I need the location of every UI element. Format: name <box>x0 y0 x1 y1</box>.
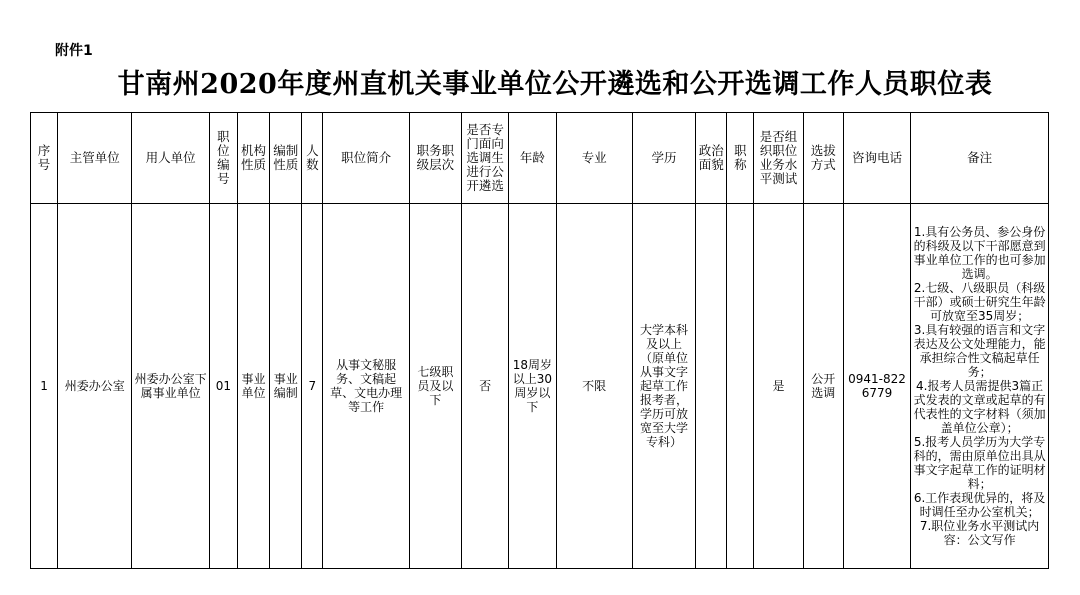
cell-employer: 州委办公室下属事业单位 <box>132 204 209 569</box>
note-line: 2.七级、八级职员（科级干部）或硕士研究生年龄可放宽至35周岁； <box>913 281 1046 323</box>
header-cell-description: 职位简介 <box>323 113 409 204</box>
header-cell-education: 学历 <box>632 113 695 204</box>
header-cell-code: 职位编号 <box>209 113 237 204</box>
header-cell-level: 职务职级层次 <box>409 113 461 204</box>
attachment-label: 附件1 <box>55 43 93 59</box>
cell-level: 七级职员及以下 <box>409 204 461 569</box>
note-line: 1.具有公务员、参公身份的科级及以下干部愿意到事业单位工作的也可参加选调。 <box>913 225 1046 281</box>
cell-description: 从事文秘服务、文稿起草、文电办理等工作 <box>323 204 409 569</box>
note-line: 5.报考人员学历为大学专科的，需由原单位出具从事文字起草工作的证明材料； <box>913 435 1046 491</box>
note-line: 6.工作表现优异的，将及时调任至办公室机关； <box>913 491 1046 519</box>
cell-index: 1 <box>31 204 58 569</box>
cell-title-rank <box>727 204 754 569</box>
header-cell-method: 选拔方式 <box>803 113 843 204</box>
table-row <box>31 204 1049 569</box>
header-cell-for-graduates: 是否专门面向选调生进行公开遴选 <box>462 113 509 204</box>
header-cell-org-type: 机构性质 <box>237 113 269 204</box>
header-cell-staffing: 编制性质 <box>270 113 302 204</box>
header-row <box>31 113 1049 204</box>
cell-political <box>696 204 727 569</box>
cell-for-graduates: 否 <box>462 204 509 569</box>
note-line: 7.职位业务水平测试内容：公文写作 <box>919 519 1040 547</box>
note-line: 4.报考人员需提供3篇正式发表的文章或起草的有代表性的文字材料（须加盖单位公章）； <box>913 379 1046 435</box>
header-cell-phone: 咨询电话 <box>843 113 910 204</box>
cell-count: 7 <box>302 204 323 569</box>
cell-staffing: 事业编制 <box>270 204 302 569</box>
header-cell-major: 专业 <box>556 113 632 204</box>
cell-phone: 0941-8226779 <box>843 204 910 569</box>
cell-major: 不限 <box>556 204 632 569</box>
header-cell-employer: 用人单位 <box>132 113 209 204</box>
header-cell-notes: 备注 <box>911 113 1049 204</box>
cell-supervisor: 州委办公室 <box>58 204 132 569</box>
cell-age: 18周岁以上30周岁以下 <box>509 204 556 569</box>
cell-notes <box>911 204 1049 569</box>
cell-org-type: 事业单位 <box>237 204 269 569</box>
page-title: 甘南州2020年度州直机关事业单位公开遴选和公开选调工作人员职位表 <box>117 69 993 100</box>
position-table <box>30 112 1049 569</box>
cell-method: 公开选调 <box>803 204 843 569</box>
header-cell-political: 政治面貌 <box>696 113 727 204</box>
header-cell-count: 人数 <box>302 113 323 204</box>
header-cell-title-rank: 职称 <box>727 113 754 204</box>
header-cell-index: 序号 <box>31 113 58 204</box>
header-cell-test: 是否组织职位业务水平测试 <box>754 113 803 204</box>
header-cell-age: 年龄 <box>509 113 556 204</box>
cell-code: 01 <box>209 204 237 569</box>
header-cell-supervisor: 主管单位 <box>58 113 132 204</box>
note-line: 3.具有较强的语言和文字表达及公文处理能力，能承担综合性文稿起草任务； <box>913 323 1046 379</box>
cell-test: 是 <box>754 204 803 569</box>
cell-education: 大学本科及以上（原单位从事文字起草工作报考者，学历可放宽至大学专科） <box>632 204 695 569</box>
